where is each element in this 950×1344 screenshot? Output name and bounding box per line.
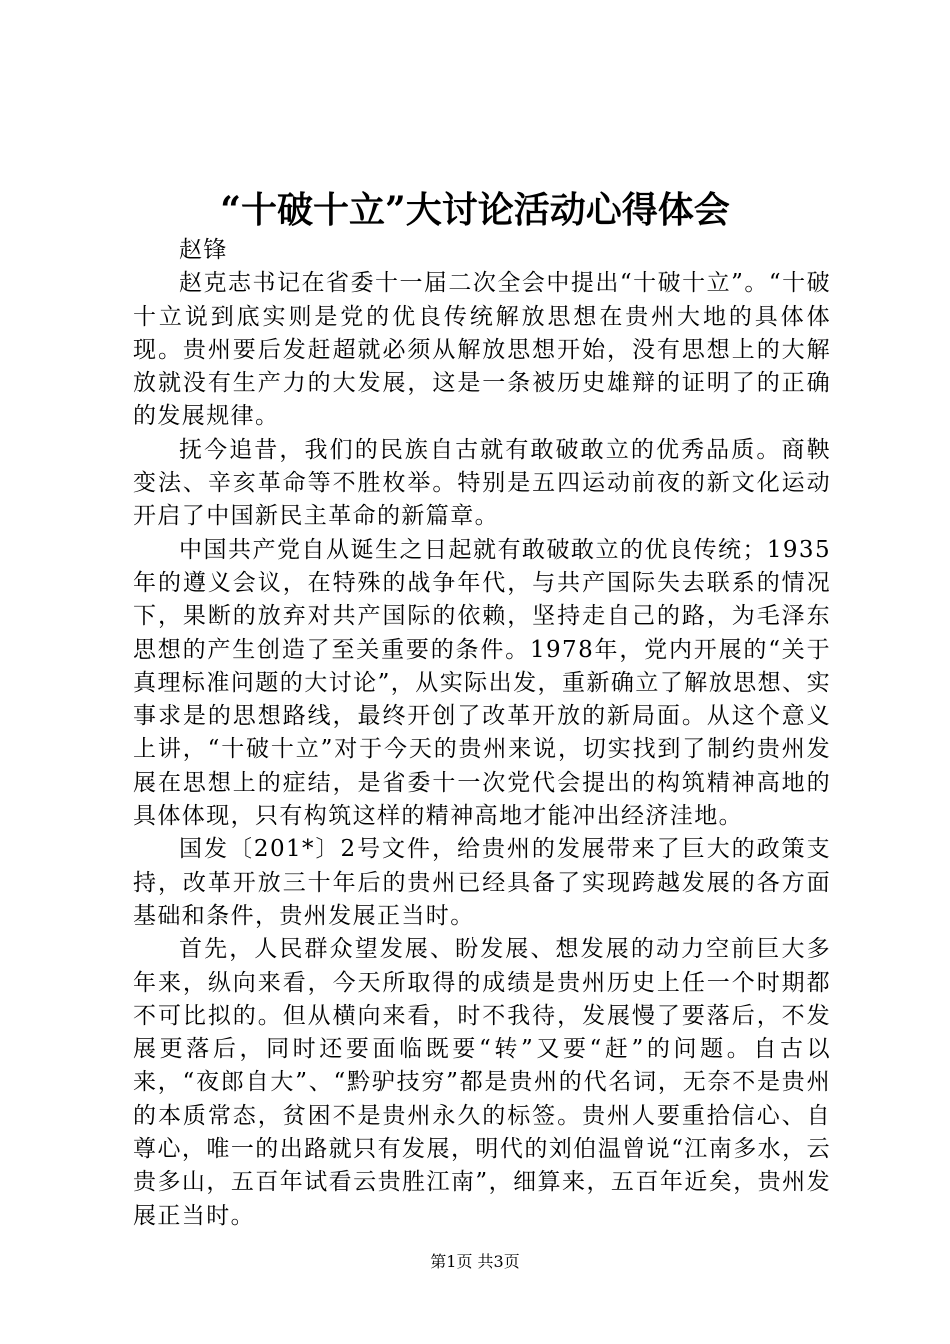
page-footer	[0, 1250, 950, 1274]
document-body	[133, 234, 831, 1233]
paragraph: 首先，人民群众望发展、盼发展、想发展的动力空前巨大多年来，纵向来看，今天所取得的成绩是贵州历史上任一个时期都不可比拟的。但从横向来看，时不我待，发展慢了要落后，不发展更落后，同时还要面临既要“转”又要“赶”的问题。自古以来，“夜郎自大”、“黔驴技穷”都是贵州的代名词，无奈不是贵州的本质常态，贫困不是贵州永久的标签。贵州人要重拾信心、自尊心，唯一的出路就只有发展，明代的刘伯温曾说“江南多水，云贵多山，五百年试看云贵胜江南”，细算来，五百年近矣，贵州发展正当时。	[133, 936, 831, 1229]
page-indicator: 第1页 共3页	[430, 1252, 520, 1271]
author-line: 赵锋	[179, 237, 228, 263]
paragraph: 赵克志书记在省委十一届二次全会中提出“十破十立”。“十破十立说到底实则是党的优良传统解放思想在贵州大地的具体体现。贵州要后发赶超就必须从解放思想开始，没有思想上的大解放就没有生产力的大发展，这是一条被历史雄辩的证明了的正确的发展规律。	[133, 270, 831, 430]
paragraph: 抚今追昔，我们的民族自古就有敢破敢立的优秀品质。商鞅变法、辛亥革命等不胜枚举。特别是五四运动前夜的新文化运动开启了中国新民主革命的新篇章。	[133, 436, 831, 530]
paragraph: 国发〔201*〕2号文件，给贵州的发展带来了巨大的政策支持，改革开放三十年后的贵州已经具备了实现跨越发展的各方面基础和条件，贵州发展正当时。	[133, 836, 831, 929]
paragraph: 中国共产党自从诞生之日起就有敢破敢立的优良传统；1935年的遵义会议，在特殊的战争年代，与共产国际失去联系的情况下，果断的放弃对共产国际的依赖，坚持走自己的路，为毛泽东思想的产生创造了至关重要的条件。1978年，党内开展的“关于真理标准问题的大讨论”，从实际出发，重新确立了解放思想、实事求是的思想路线，最终开创了改革开放的新局面。从这个意义上讲，“十破十立”对于今天的贵州来说，切实找到了制约贵州发展在思想上的症结，是省委十一次党代会提出的构筑精神高地的具体体现，只有构筑这样的精神高地才能冲出经济洼地。	[133, 536, 831, 830]
document-title: “十破十立”大讨论活动心得体会	[220, 189, 730, 231]
